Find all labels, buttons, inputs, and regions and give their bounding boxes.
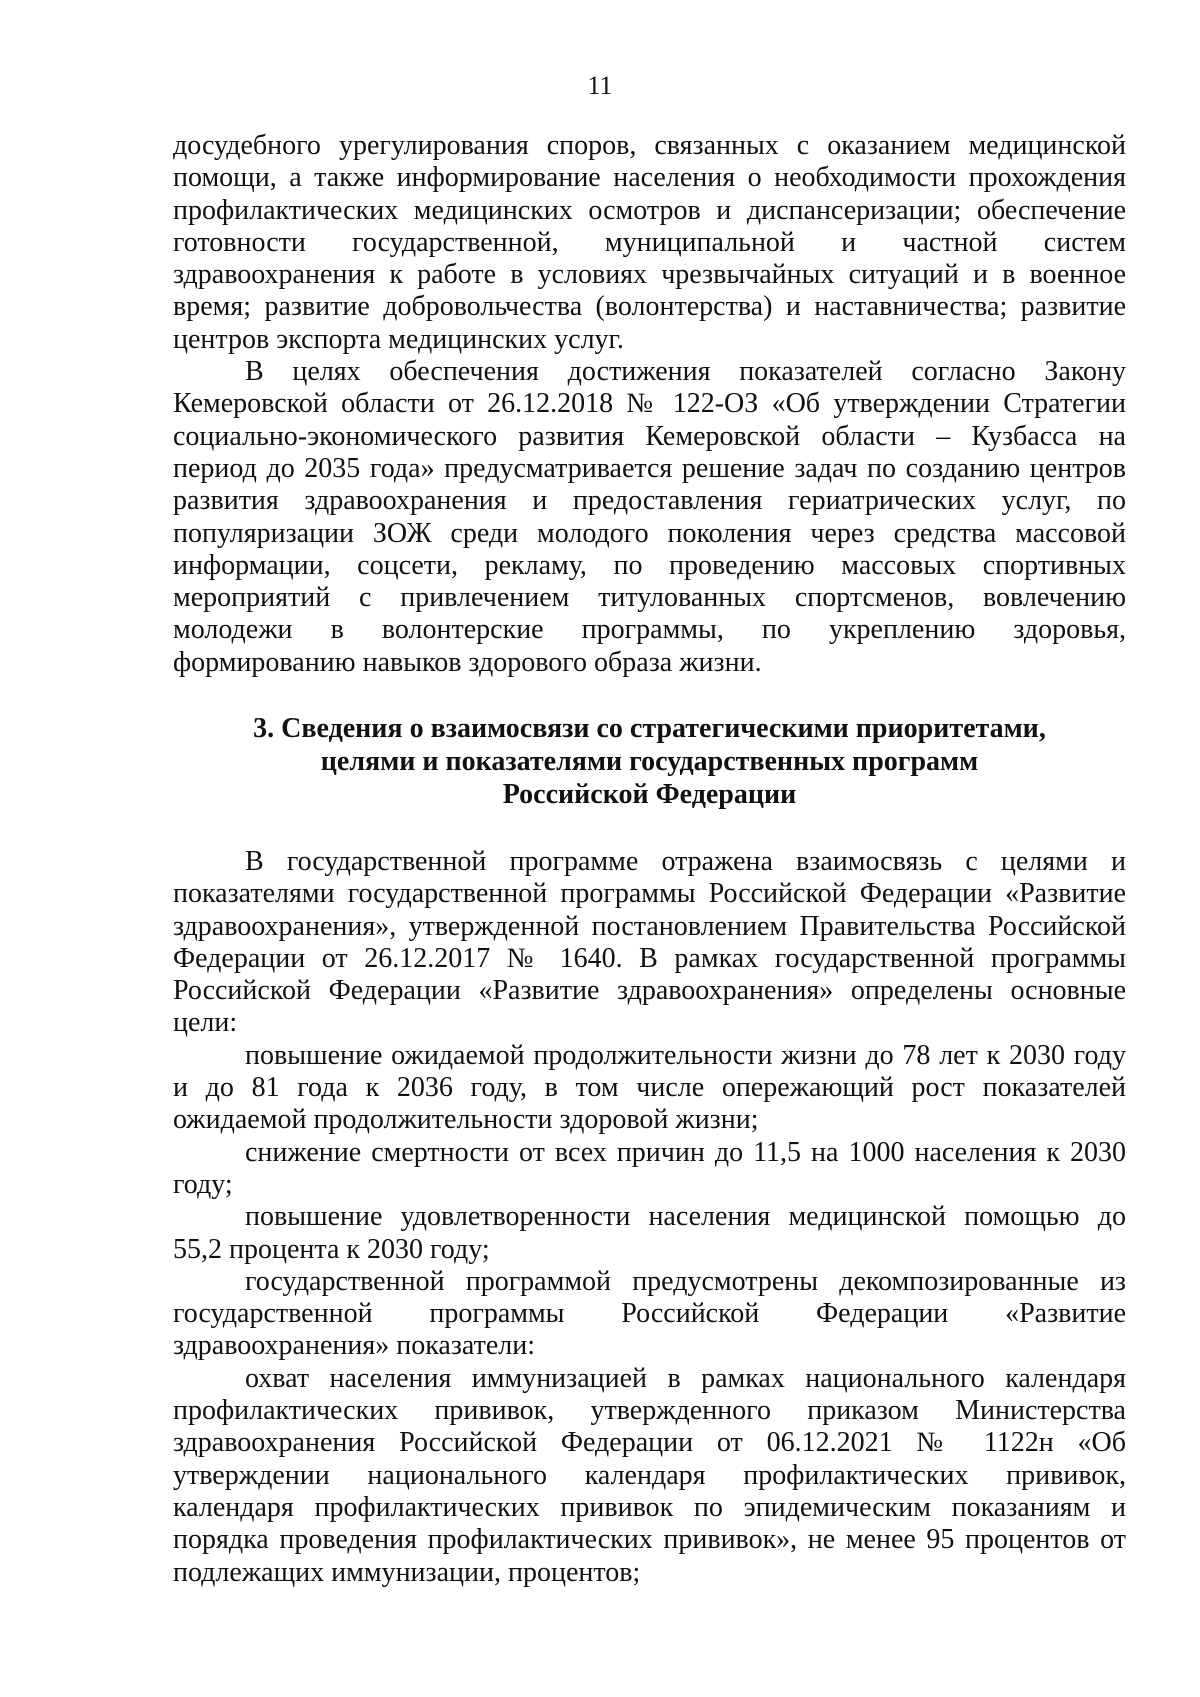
paragraph: В целях обеспечения достижения показателей согласно Закону Кемеровской области от 26.12.2018 № 122-ОЗ «Об утверждении Стратегии социально-экономического развития Кемеровской области – Кузбасса на период до 2035 года» предусматривается решение задач по созданию центров развития здравоохранения и предоставления гериатрических услуг, по популяризации ЗОЖ среди молодого поколения через средства массовой информации, соцсети, рекламу, по проведению массовых спортивных мероприятий с привлечением титулованных спортсменов, вовлечению молодежи в волонтерские программы, по укреплению здоровья, формированию навыков здорового образа жизни. — [173, 356, 1126, 678]
paragraph: В государственной программе отражена взаимосвязь с целями и показателями государственной программы Российской Федерации «Развитие здравоохранения», утвержденной постановлением Правительства Российской Федерации от 26.12.2017 № 1640. В рамках государственной программы Российской Федерации «Развитие здравоохранения» определены основные цели: — [173, 846, 1126, 1039]
heading-line: Российской Федерации — [502, 779, 797, 810]
heading-line: целями и показателями государственных программ — [320, 746, 979, 777]
section-1-text — [173, 130, 1126, 679]
page-number: 11 — [587, 71, 613, 100]
heading-line: 3. Сведения о взаимосвязи со стратегическими приоритетами, — [253, 713, 1046, 744]
paragraph: повышение удовлетворенности населения медицинской помощью до 55,2 процента к 2030 году; — [173, 1201, 1126, 1265]
paragraph: государственной программой предусмотрены декомпозированные из государственной программы Российской Федерации «Развитие здравоохранения» показатели: — [173, 1265, 1126, 1362]
paragraph: снижение смертности от всех причин до 11,5 на 1000 населения к 2030 году; — [173, 1136, 1126, 1200]
paragraph: повышение ожидаемой продолжительности жизни до 78 лет к 2030 году и до 81 года к 2036 году, в том числе опережающий рост показателей ожидаемой продолжительности здоровой жизни; — [173, 1039, 1126, 1136]
paragraph: охват населения иммунизацией в рамках национального календаря профилактических прививок, утвержденного приказом Министерства здравоохранения Российской Федерации от 06.12.2021 № 1122н «Об утверждении национального календаря профилактических прививок, календаря профилактических прививок по эпидемическим показаниям и порядка проведения профилактических прививок», не менее 95 процентов от подлежащих иммунизации, процентов; — [173, 1362, 1126, 1588]
section-heading — [173, 712, 1126, 811]
section-3-text — [173, 846, 1126, 1589]
paragraph: досудебного урегулирования споров, связанных с оказанием медицинской помощи, а также информирование населения о необходимости прохождения профилактических медицинских осмотров и диспансеризации; обеспечение готовности государственной, муниципальной и частной систем здравоохранения к работе в условиях чрезвычайных ситуаций и в военное время; развитие добровольчества (волонтерства) и наставничества; развитие центров экспорта медицинских услуг. — [173, 130, 1126, 355]
